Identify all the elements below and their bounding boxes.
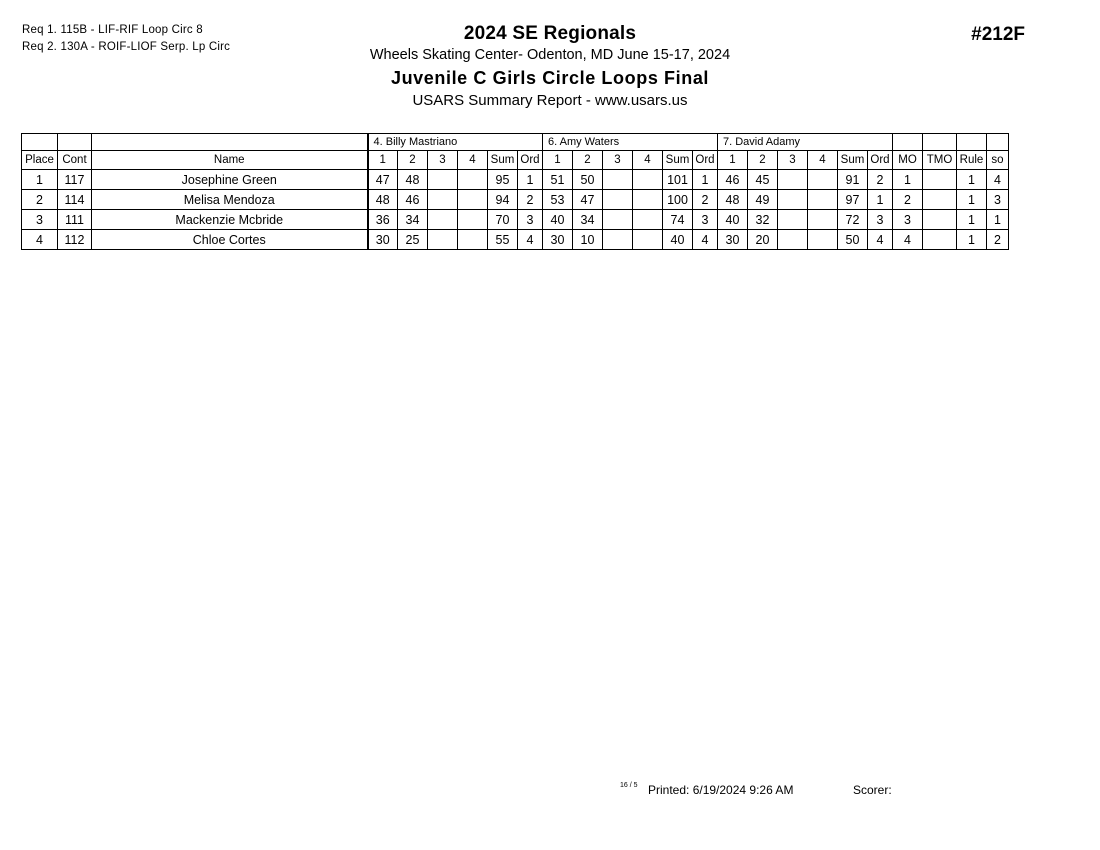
cell-place: 1 bbox=[22, 170, 58, 190]
cell-j3-ord: 4 bbox=[868, 230, 893, 250]
cell-j1-s1: 48 bbox=[368, 190, 398, 210]
cell-j1-s2: 46 bbox=[398, 190, 428, 210]
cell-name: Melisa Mendoza bbox=[92, 190, 368, 210]
spacer-cell bbox=[92, 134, 368, 151]
table-row bbox=[22, 190, 1009, 210]
header-j1-score-2: 2 bbox=[398, 151, 428, 170]
header-j3-ord: Ord bbox=[868, 151, 893, 170]
judge-2-label: 6. Amy Waters bbox=[543, 134, 718, 151]
cell-j2-s1: 51 bbox=[543, 170, 573, 190]
cell-j2-s4 bbox=[633, 210, 663, 230]
cell-j3-sum: 91 bbox=[838, 170, 868, 190]
cell-j2-s1: 30 bbox=[543, 230, 573, 250]
cell-mo: 2 bbox=[893, 190, 923, 210]
judge-3-label: 7. David Adamy bbox=[718, 134, 893, 151]
cell-j1-s2: 48 bbox=[398, 170, 428, 190]
cell-place: 4 bbox=[22, 230, 58, 250]
cell-j2-sum: 40 bbox=[663, 230, 693, 250]
cell-j3-s1: 30 bbox=[718, 230, 748, 250]
cell-cont: 112 bbox=[58, 230, 92, 250]
cell-j2-s1: 40 bbox=[543, 210, 573, 230]
judge-header-row bbox=[22, 134, 1009, 151]
cell-j3-ord: 2 bbox=[868, 170, 893, 190]
cell-j3-ord: 1 bbox=[868, 190, 893, 210]
spacer-cell bbox=[58, 134, 92, 151]
cell-j1-s2: 25 bbox=[398, 230, 428, 250]
cell-j1-s1: 30 bbox=[368, 230, 398, 250]
cell-j2-s1: 53 bbox=[543, 190, 573, 210]
cell-j3-s1: 48 bbox=[718, 190, 748, 210]
header-place: Place bbox=[22, 151, 58, 170]
cell-j1-s4 bbox=[458, 190, 488, 210]
header-j1-score-4: 4 bbox=[458, 151, 488, 170]
cell-j3-s4 bbox=[808, 210, 838, 230]
results-sheet bbox=[21, 133, 1009, 250]
header-j1-score-1: 1 bbox=[368, 151, 398, 170]
cell-j3-sum: 97 bbox=[838, 190, 868, 210]
spacer-cell bbox=[957, 134, 987, 151]
cell-so: 3 bbox=[987, 190, 1009, 210]
cell-j2-s2: 47 bbox=[573, 190, 603, 210]
venue-line: Wheels Skating Center- Odenton, MD June 15-17, 2024 bbox=[369, 47, 731, 63]
cell-j1-sum: 70 bbox=[488, 210, 518, 230]
title-block bbox=[0, 22, 1100, 112]
cell-mo: 4 bbox=[893, 230, 923, 250]
cell-j3-s2: 32 bbox=[748, 210, 778, 230]
cell-j1-s2: 34 bbox=[398, 210, 428, 230]
cell-j2-ord: 2 bbox=[693, 190, 718, 210]
cell-rule: 1 bbox=[957, 210, 987, 230]
cell-so: 1 bbox=[987, 210, 1009, 230]
table-row bbox=[22, 170, 1009, 190]
cell-tmo bbox=[923, 230, 957, 250]
cell-j1-ord: 2 bbox=[518, 190, 543, 210]
cell-j2-s3 bbox=[603, 230, 633, 250]
header-cont: Cont bbox=[58, 151, 92, 170]
cell-j1-s1: 47 bbox=[368, 170, 398, 190]
header-j2-score-2: 2 bbox=[573, 151, 603, 170]
report-subtitle: USARS Summary Report - www.usars.us bbox=[412, 92, 688, 109]
cell-cont: 114 bbox=[58, 190, 92, 210]
cell-j2-sum: 100 bbox=[663, 190, 693, 210]
cell-j2-ord: 4 bbox=[693, 230, 718, 250]
cell-j3-s3 bbox=[778, 170, 808, 190]
spacer-cell bbox=[923, 134, 957, 151]
cell-tmo bbox=[923, 190, 957, 210]
cell-j2-s4 bbox=[633, 190, 663, 210]
cell-j2-ord: 1 bbox=[693, 170, 718, 190]
column-header-row bbox=[22, 151, 1009, 170]
header-j2-ord: Ord bbox=[693, 151, 718, 170]
page-title: 2024 SE Regionals bbox=[463, 23, 637, 44]
cell-name: Mackenzie Mcbride bbox=[92, 210, 368, 230]
cell-j2-s4 bbox=[633, 170, 663, 190]
header-j3-score-3: 3 bbox=[778, 151, 808, 170]
cell-name: Josephine Green bbox=[92, 170, 368, 190]
cell-j2-s3 bbox=[603, 170, 633, 190]
header-mo: MO bbox=[893, 151, 923, 170]
cell-j1-sum: 55 bbox=[488, 230, 518, 250]
header-j1-score-3: 3 bbox=[428, 151, 458, 170]
requirement-2: Req 2. 130A - ROIF-LIOF Serp. Lp Circ bbox=[22, 41, 231, 53]
scorer-label: Scorer: bbox=[853, 783, 892, 797]
cell-cont: 111 bbox=[58, 210, 92, 230]
spacer-cell bbox=[893, 134, 923, 151]
cell-so: 4 bbox=[987, 170, 1009, 190]
requirement-1: Req 1. 115B - LIF-RIF Loop Circ 8 bbox=[22, 24, 203, 36]
header-tmo: TMO bbox=[923, 151, 957, 170]
cell-j2-sum: 74 bbox=[663, 210, 693, 230]
cell-j3-s2: 45 bbox=[748, 170, 778, 190]
header-j2-score-4: 4 bbox=[633, 151, 663, 170]
cell-j2-s2: 34 bbox=[573, 210, 603, 230]
header-rule: Rule bbox=[957, 151, 987, 170]
cell-j1-s4 bbox=[458, 170, 488, 190]
header-so: so bbox=[987, 151, 1009, 170]
cell-j2-s3 bbox=[603, 190, 633, 210]
cell-j1-s4 bbox=[458, 210, 488, 230]
cell-j2-s2: 10 bbox=[573, 230, 603, 250]
header-j2-sum: Sum bbox=[663, 151, 693, 170]
printed-timestamp: Printed: 6/19/2024 9:26 AM bbox=[648, 783, 794, 797]
cell-j1-s3 bbox=[428, 210, 458, 230]
cell-j1-s3 bbox=[428, 190, 458, 210]
cell-name: Chloe Cortes bbox=[92, 230, 368, 250]
spacer-cell bbox=[22, 134, 58, 151]
header-j1-sum: Sum bbox=[488, 151, 518, 170]
header-j3-score-2: 2 bbox=[748, 151, 778, 170]
cell-place: 2 bbox=[22, 190, 58, 210]
cell-j2-s4 bbox=[633, 230, 663, 250]
cell-j3-sum: 72 bbox=[838, 210, 868, 230]
header-j3-score-1: 1 bbox=[718, 151, 748, 170]
cell-j3-s2: 20 bbox=[748, 230, 778, 250]
cell-j3-sum: 50 bbox=[838, 230, 868, 250]
judge-1-label: 4. Billy Mastriano bbox=[368, 134, 543, 151]
cell-j3-s4 bbox=[808, 230, 838, 250]
header-j3-sum: Sum bbox=[838, 151, 868, 170]
cell-j1-s4 bbox=[458, 230, 488, 250]
results-table bbox=[21, 133, 1009, 250]
cell-j3-s4 bbox=[808, 170, 838, 190]
cell-j2-s3 bbox=[603, 210, 633, 230]
cell-so: 2 bbox=[987, 230, 1009, 250]
event-code: #212F bbox=[971, 24, 1025, 45]
cell-rule: 1 bbox=[957, 230, 987, 250]
header-j2-score-1: 1 bbox=[543, 151, 573, 170]
cell-rule: 1 bbox=[957, 190, 987, 210]
cell-tmo bbox=[923, 170, 957, 190]
version-label: 16 / 5 bbox=[620, 782, 638, 789]
table-row bbox=[22, 210, 1009, 230]
cell-j3-s3 bbox=[778, 230, 808, 250]
table-row bbox=[22, 230, 1009, 250]
cell-j1-s1: 36 bbox=[368, 210, 398, 230]
cell-j1-ord: 3 bbox=[518, 210, 543, 230]
cell-tmo bbox=[923, 210, 957, 230]
header-j2-score-3: 3 bbox=[603, 151, 633, 170]
cell-j1-ord: 1 bbox=[518, 170, 543, 190]
cell-mo: 3 bbox=[893, 210, 923, 230]
cell-j3-ord: 3 bbox=[868, 210, 893, 230]
cell-rule: 1 bbox=[957, 170, 987, 190]
cell-j3-s2: 49 bbox=[748, 190, 778, 210]
cell-j1-s3 bbox=[428, 170, 458, 190]
cell-mo: 1 bbox=[893, 170, 923, 190]
spacer-cell bbox=[987, 134, 1009, 151]
cell-j3-s3 bbox=[778, 210, 808, 230]
cell-j1-s3 bbox=[428, 230, 458, 250]
header-j1-ord: Ord bbox=[518, 151, 543, 170]
cell-j2-s2: 50 bbox=[573, 170, 603, 190]
cell-j3-s4 bbox=[808, 190, 838, 210]
header-name: Name bbox=[92, 151, 368, 170]
cell-j1-sum: 94 bbox=[488, 190, 518, 210]
cell-place: 3 bbox=[22, 210, 58, 230]
cell-j1-ord: 4 bbox=[518, 230, 543, 250]
cell-j3-s3 bbox=[778, 190, 808, 210]
cell-j3-s1: 46 bbox=[718, 170, 748, 190]
cell-j3-s1: 40 bbox=[718, 210, 748, 230]
cell-j2-ord: 3 bbox=[693, 210, 718, 230]
event-title: Juvenile C Girls Circle Loops Final bbox=[390, 68, 710, 88]
cell-j1-sum: 95 bbox=[488, 170, 518, 190]
header-j3-score-4: 4 bbox=[808, 151, 838, 170]
cell-j2-sum: 101 bbox=[663, 170, 693, 190]
cell-cont: 117 bbox=[58, 170, 92, 190]
